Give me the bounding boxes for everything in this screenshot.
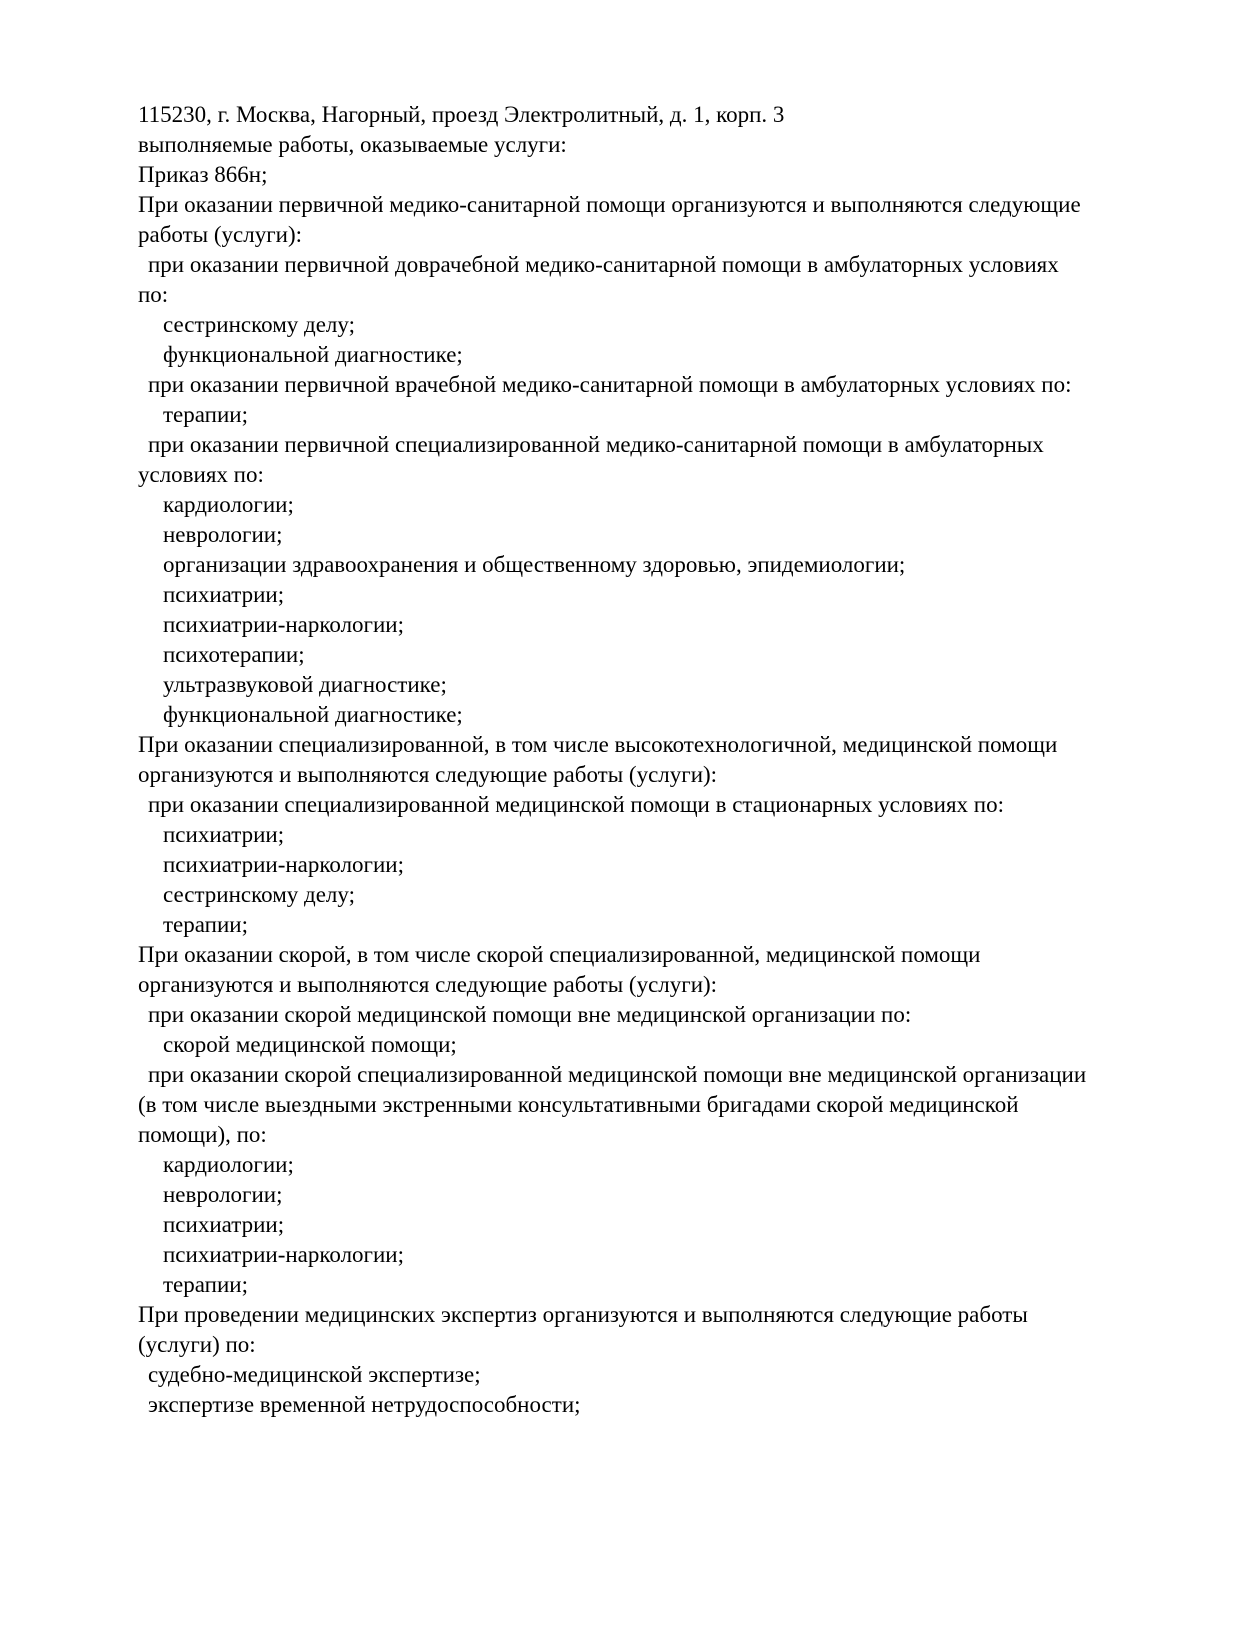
text-line: организуются и выполняются следующие работы (услуги): xyxy=(138,972,718,997)
text-line: при оказании скорой специализированной медицинской помощи вне медицинской организации xyxy=(148,1062,1087,1087)
text-line: кардиологии; xyxy=(163,1152,294,1177)
text-line: терапии; xyxy=(163,1272,248,1297)
text-line: психиатрии-наркологии; xyxy=(163,612,404,637)
text-line: При оказании специализированной, в том числе высокотехнологичной, медицинской помощи xyxy=(138,732,1058,757)
text-line: психиатрии-наркологии; xyxy=(163,1242,404,1267)
text-line: психиатрии; xyxy=(163,582,285,607)
text-line: терапии; xyxy=(163,912,248,937)
text-line: судебно-медицинской экспертизе; xyxy=(148,1362,481,1387)
document-body xyxy=(138,100,1118,1420)
text-line: неврологии; xyxy=(163,522,283,547)
text-line: психиатрии-наркологии; xyxy=(163,852,404,877)
text-line: неврологии; xyxy=(163,1182,283,1207)
text-line: психотерапии; xyxy=(163,642,305,667)
text-line: организации здравоохранения и общественному здоровью, эпидемиологии; xyxy=(163,552,906,577)
text-line: сестринскому делу; xyxy=(163,312,355,337)
text-line: психиатрии; xyxy=(163,1212,285,1237)
text-line: Приказ 866н; xyxy=(138,162,268,187)
text-line: работы (услуги): xyxy=(138,222,302,247)
text-line: при оказании специализированной медицинской помощи в стационарных условиях по: xyxy=(148,792,1004,817)
text-line: (услуги) по: xyxy=(138,1332,256,1357)
text-line: по: xyxy=(138,282,169,307)
text-line: при оказании первичной врачебной медико-санитарной помощи в амбулаторных условиях по: xyxy=(148,372,1072,397)
text-line: выполняемые работы, оказываемые услуги: xyxy=(138,132,567,157)
text-line: (в том числе выездными экстренными консультативными бригадами скорой медицинской xyxy=(138,1092,1019,1117)
text-line: терапии; xyxy=(163,402,248,427)
text-line: организуются и выполняются следующие работы (услуги): xyxy=(138,762,718,787)
text-line: 115230, г. Москва, Нагорный, проезд Электролитный, д. 1, корп. 3 xyxy=(138,102,785,127)
text-line: при оказании первичной специализированной медико-санитарной помощи в амбулаторных xyxy=(148,432,1044,457)
text-line: скорой медицинской помощи; xyxy=(163,1032,457,1057)
text-line: ультразвуковой диагностике; xyxy=(163,672,447,697)
text-line: сестринскому делу; xyxy=(163,882,355,907)
text-line: условиях по: xyxy=(138,462,264,487)
text-line: При оказании скорой, в том числе скорой специализированной, медицинской помощи xyxy=(138,942,981,967)
text-line: кардиологии; xyxy=(163,492,294,517)
text-line: функциональной диагностике; xyxy=(163,342,463,367)
text-line: психиатрии; xyxy=(163,822,285,847)
text-line: экспертизе временной нетрудоспособности; xyxy=(148,1392,581,1417)
text-line: при оказании первичной доврачебной медико-санитарной помощи в амбулаторных условиях xyxy=(148,252,1059,277)
text-line: При проведении медицинских экспертиз организуются и выполняются следующие работы xyxy=(138,1302,1028,1327)
text-line: при оказании скорой медицинской помощи вне медицинской организации по: xyxy=(148,1002,912,1027)
text-line: помощи), по: xyxy=(138,1122,267,1147)
text-line: функциональной диагностике; xyxy=(163,702,463,727)
text-line: При оказании первичной медико-санитарной помощи организуются и выполняются следующие xyxy=(138,192,1081,217)
